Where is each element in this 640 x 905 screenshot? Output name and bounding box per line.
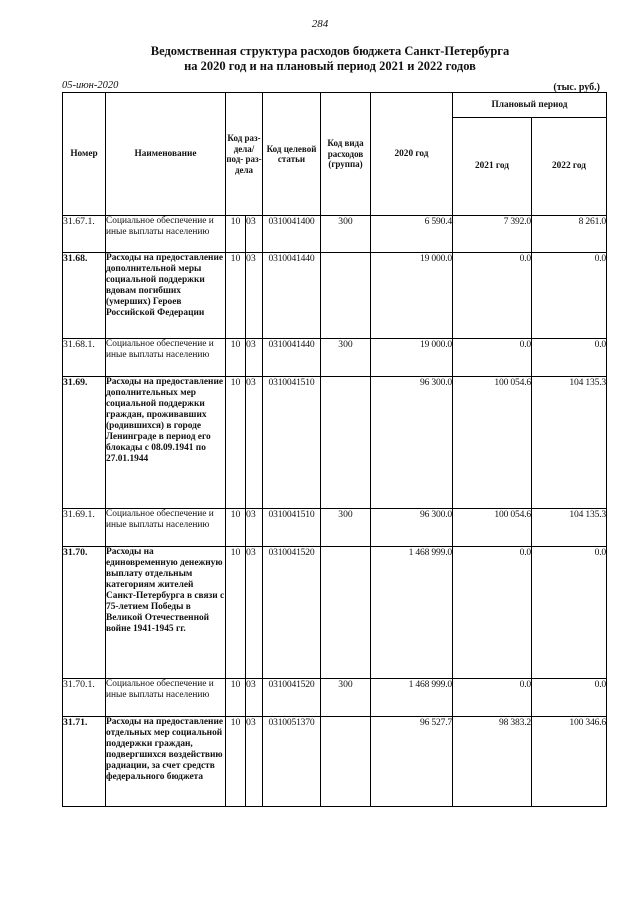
row-value-2020: 1 468 999.0 bbox=[371, 547, 453, 679]
row-value-2022: 8 261.0 bbox=[532, 216, 607, 253]
header-expense-code: Код вида расходов (группа) bbox=[321, 93, 371, 216]
row-value-2021: 0.0 bbox=[453, 253, 532, 339]
units-label: (тыс. руб.) bbox=[553, 82, 600, 93]
row-number: 31.68. bbox=[63, 253, 106, 339]
row-expense-code: 300 bbox=[321, 679, 371, 717]
table-body bbox=[63, 216, 607, 807]
row-target-code: 0310041510 bbox=[263, 377, 321, 509]
header-name: Наименование bbox=[106, 93, 226, 216]
row-value-2020: 19 000.0 bbox=[371, 339, 453, 377]
row-value-2020: 96 300.0 bbox=[371, 377, 453, 509]
header-2020: 2020 год bbox=[371, 93, 453, 216]
row-section: 10 bbox=[226, 253, 246, 339]
table-row bbox=[63, 253, 607, 339]
table-row bbox=[63, 509, 607, 547]
row-name: Расходы на предоставление дополнительных мер социальной поддержки граждан, проживавших (родившихся) в городе Ленинграде в период его блокады с 08.09.1941 по 27.01.1944 bbox=[106, 377, 226, 509]
row-name: Социальное обеспечение и иные выплаты населению bbox=[106, 509, 226, 547]
row-number: 31.71. bbox=[63, 717, 106, 807]
row-value-2022: 0.0 bbox=[532, 339, 607, 377]
row-value-2022: 104 135.3 bbox=[532, 509, 607, 547]
row-number: 31.68.1. bbox=[63, 339, 106, 377]
row-name: Социальное обеспечение и иные выплаты населению bbox=[106, 216, 226, 253]
row-subsection: 03 bbox=[246, 216, 263, 253]
row-value-2021: 0.0 bbox=[453, 679, 532, 717]
row-value-2022: 104 135.3 bbox=[532, 377, 607, 509]
row-expense-code: 300 bbox=[321, 339, 371, 377]
row-subsection: 03 bbox=[246, 377, 263, 509]
row-value-2021: 0.0 bbox=[453, 547, 532, 679]
row-value-2022: 0.0 bbox=[532, 547, 607, 679]
table-row bbox=[63, 717, 607, 807]
budget-table bbox=[62, 92, 607, 807]
row-name: Расходы на предоставление отдельных мер социальной поддержки граждан, подвергшихся воздействию радиации, за счет средств федерального бюджета bbox=[106, 717, 226, 807]
row-number: 31.69. bbox=[63, 377, 106, 509]
row-subsection: 03 bbox=[246, 339, 263, 377]
row-value-2020: 96 527.7 bbox=[371, 717, 453, 807]
row-number: 31.70.1. bbox=[63, 679, 106, 717]
row-section: 10 bbox=[226, 717, 246, 807]
row-value-2020: 6 590.4 bbox=[371, 216, 453, 253]
row-target-code: 0310041520 bbox=[263, 679, 321, 717]
row-number: 31.69.1. bbox=[63, 509, 106, 547]
row-expense-code bbox=[321, 253, 371, 339]
row-name: Расходы на единовременную денежную выплату отдельным категориям жителей Санкт-Петербурга в связи с 75-летием Победы в Великой Отечественной войне 1941-1945 гг. bbox=[106, 547, 226, 679]
row-value-2020: 1 468 999.0 bbox=[371, 679, 453, 717]
title-line-2: на 2020 год и на плановый период 2021 и 2022 годов bbox=[184, 59, 476, 73]
row-expense-code: 300 bbox=[321, 509, 371, 547]
table-row bbox=[63, 679, 607, 717]
header-number: Номер bbox=[63, 93, 106, 216]
row-subsection: 03 bbox=[246, 509, 263, 547]
row-name: Социальное обеспечение и иные выплаты населению bbox=[106, 339, 226, 377]
row-subsection: 03 bbox=[246, 253, 263, 339]
row-value-2021: 98 383.2 bbox=[453, 717, 532, 807]
row-value-2021: 100 054.6 bbox=[453, 377, 532, 509]
row-value-2022: 100 346.6 bbox=[532, 717, 607, 807]
row-subsection: 03 bbox=[246, 679, 263, 717]
row-target-code: 0310041440 bbox=[263, 253, 321, 339]
table-row bbox=[63, 377, 607, 509]
row-section: 10 bbox=[226, 377, 246, 509]
row-name: Расходы на предоставление дополнительной меры социальной поддержки вдовам погибших (умерших) Героев Российской Федерации bbox=[106, 253, 226, 339]
row-target-code: 0310041510 bbox=[263, 509, 321, 547]
row-value-2020: 19 000.0 bbox=[371, 253, 453, 339]
table-row bbox=[63, 216, 607, 253]
row-target-code: 0310041520 bbox=[263, 547, 321, 679]
row-expense-code bbox=[321, 377, 371, 509]
row-section: 10 bbox=[226, 547, 246, 679]
page-number: 284 bbox=[311, 18, 329, 30]
row-target-code: 0310041400 bbox=[263, 216, 321, 253]
row-target-code: 0310051370 bbox=[263, 717, 321, 807]
header-2021: 2021 год bbox=[453, 118, 532, 216]
row-target-code: 0310041440 bbox=[263, 339, 321, 377]
row-subsection: 03 bbox=[246, 717, 263, 807]
table-row bbox=[63, 547, 607, 679]
row-expense-code: 300 bbox=[321, 216, 371, 253]
title-line-1: Ведомственная структура расходов бюджета Санкт-Петербурга bbox=[150, 44, 510, 58]
document-date: 05-июн-2020 bbox=[62, 80, 119, 91]
row-number: 31.67.1. bbox=[63, 216, 106, 253]
table-row bbox=[63, 339, 607, 377]
header-section-code: Код раз- дела/ под- раз- дела bbox=[226, 93, 263, 216]
document-title bbox=[60, 44, 600, 74]
header-planned-period: Плановый период bbox=[453, 93, 607, 118]
header-target-code: Код целевой статьи bbox=[263, 93, 321, 216]
row-number: 31.70. bbox=[63, 547, 106, 679]
row-section: 10 bbox=[226, 509, 246, 547]
row-expense-code bbox=[321, 717, 371, 807]
row-name: Социальное обеспечение и иные выплаты населению bbox=[106, 679, 226, 717]
row-section: 10 bbox=[226, 216, 246, 253]
row-value-2022: 0.0 bbox=[532, 253, 607, 339]
row-subsection: 03 bbox=[246, 547, 263, 679]
header-2022: 2022 год bbox=[532, 118, 607, 216]
row-value-2021: 100 054.6 bbox=[453, 509, 532, 547]
row-expense-code bbox=[321, 547, 371, 679]
row-value-2021: 7 392.0 bbox=[453, 216, 532, 253]
row-section: 10 bbox=[226, 339, 246, 377]
row-value-2022: 0.0 bbox=[532, 679, 607, 717]
row-section: 10 bbox=[226, 679, 246, 717]
row-value-2020: 96 300.0 bbox=[371, 509, 453, 547]
row-value-2021: 0.0 bbox=[453, 339, 532, 377]
